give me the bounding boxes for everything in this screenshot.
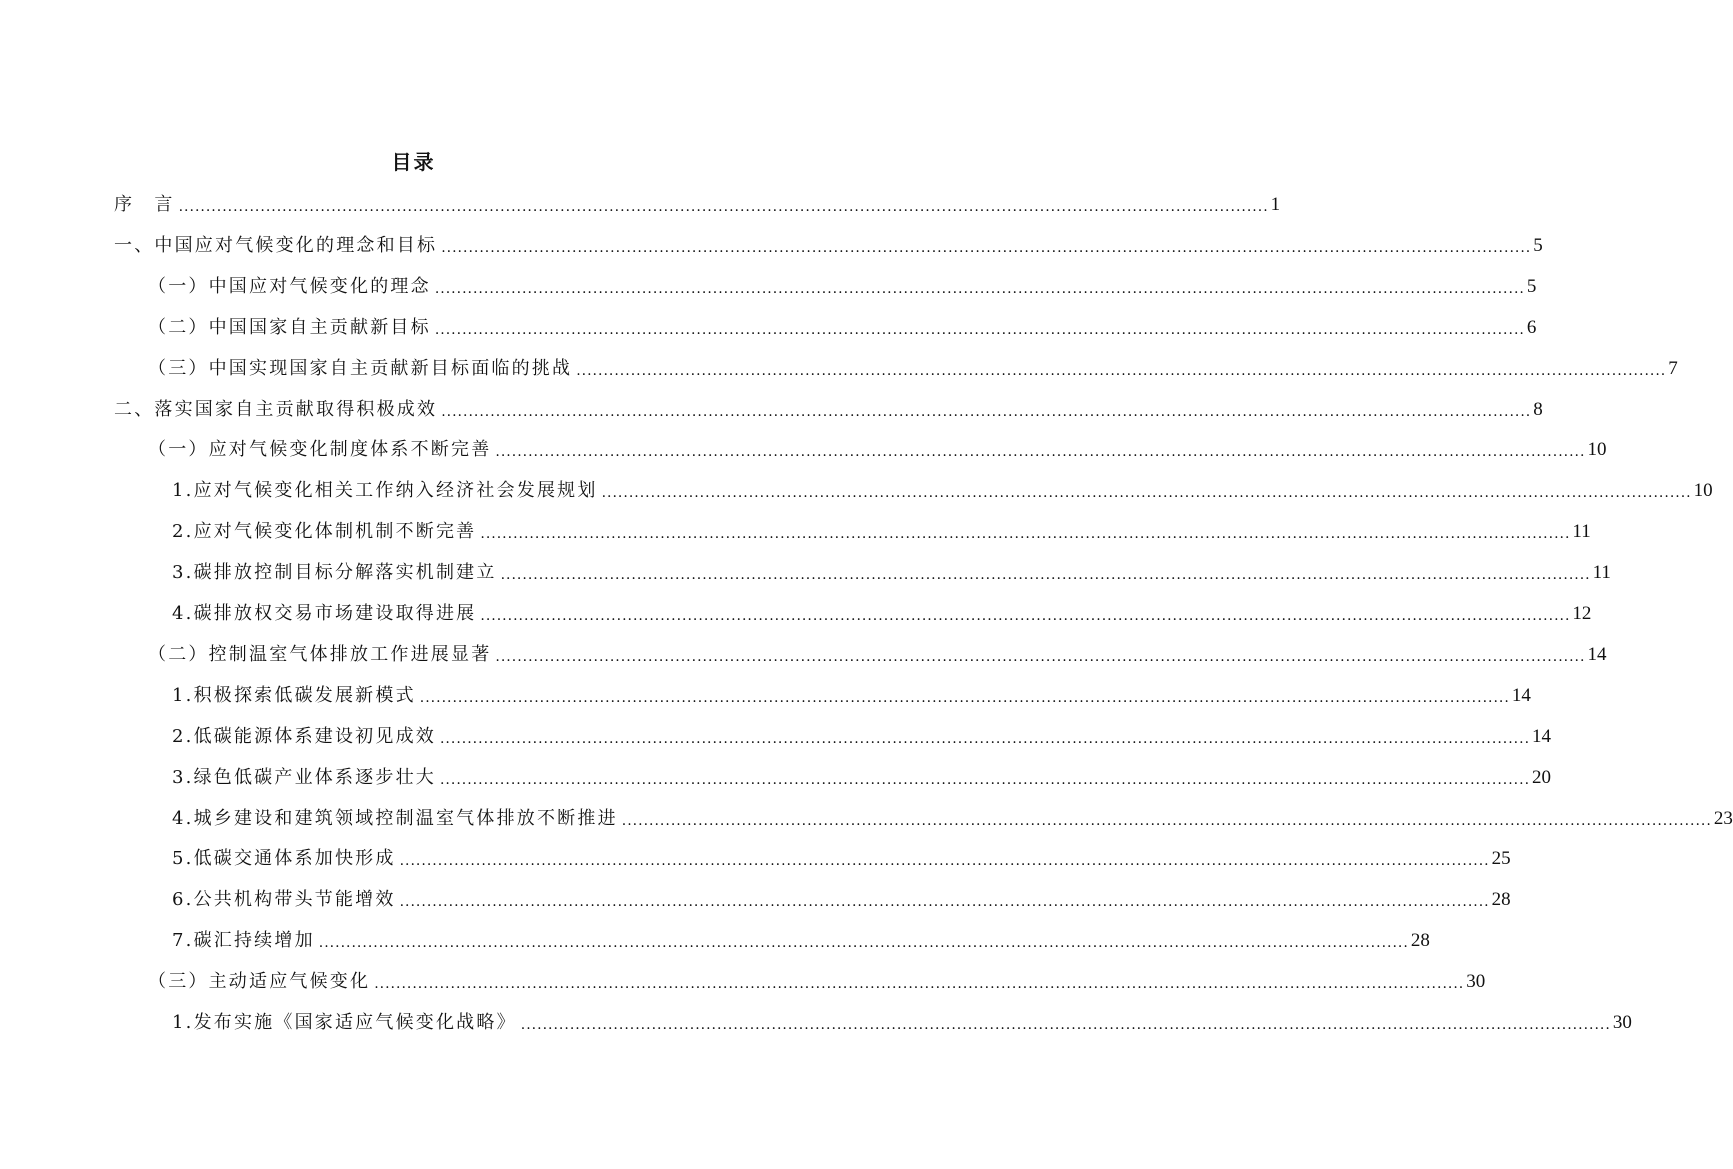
toc-page-number: 11 (1572, 521, 1591, 543)
toc-entry-title: 7.碳汇持续增加 (172, 930, 315, 952)
toc-page-number: 10 (1587, 439, 1607, 461)
toc-page-number: 5 (1526, 275, 1537, 297)
dot-leader: ........................................................................................................................................................................................................ (621, 812, 1712, 829)
toc-page-number: 6 (1526, 316, 1537, 338)
toc-entry[interactable] (114, 231, 1543, 261)
toc-entry[interactable] (172, 1008, 1632, 1038)
dot-leader: ........................................................................................................................................................................................................ (495, 444, 1586, 461)
toc-entry[interactable] (148, 640, 1607, 670)
toc-page-number: 10 (1693, 480, 1713, 502)
toc-entry[interactable] (172, 599, 1592, 629)
toc-entry[interactable] (172, 722, 1552, 752)
toc-page-number: 7 (1668, 357, 1678, 379)
toc-entry-title: （二）中国国家自主贡献新目标 (148, 316, 431, 338)
toc-page-number: 30 (1612, 1012, 1632, 1033)
toc-entry-title: 3.碳排放控制目标分解落实机制建立 (172, 562, 497, 584)
toc-entry-title: 1.积极探索低碳发展新模式 (172, 684, 416, 706)
toc-page-number: 25 (1491, 848, 1511, 870)
dot-leader: ........................................................................................................................................................................................................ (441, 239, 1532, 256)
toc-entry-title: 4.碳排放权交易市场建设取得进展 (172, 603, 477, 624)
toc-page-number: 14 (1511, 684, 1531, 706)
toc-entry[interactable] (148, 272, 1537, 302)
toc-entry[interactable] (172, 926, 1430, 956)
dot-leader: ........................................................................................................................................................................................................ (374, 976, 1465, 993)
toc-page-number: 30 (1466, 971, 1486, 993)
toc-entry[interactable] (148, 354, 1678, 384)
toc-entry[interactable] (114, 395, 1543, 425)
toc-entry[interactable] (172, 517, 1591, 547)
toc-page-number: 14 (1587, 643, 1607, 665)
dot-leader: ........................................................................................................................................................................................................ (434, 321, 1525, 338)
toc-entry-title: （一）应对气候变化制度体系不断完善 (148, 439, 492, 461)
toc-entry[interactable] (148, 967, 1486, 997)
dot-leader: ........................................................................................................................................................................................................ (480, 526, 1571, 543)
dot-leader: ........................................................................................................................................................................................................ (399, 894, 1490, 911)
toc-entry-title: 3.绿色低碳产业体系逐步壮大 (172, 766, 436, 788)
toc-page-number: 14 (1532, 725, 1552, 747)
dot-leader: ........................................................................................................................................................................................................ (495, 648, 1586, 665)
toc-entry-title: 2.应对气候变化体制机制不断完善 (172, 521, 477, 543)
toc-entry-title: 1.发布实施《国家适应气候变化战略》 (172, 1012, 517, 1033)
toc-entry-title: 1.应对气候变化相关工作纳入经济社会发展规划 (172, 480, 598, 502)
toc-entry[interactable] (172, 681, 1531, 711)
toc-entry[interactable] (148, 313, 1537, 343)
toc-page-number: 8 (1533, 398, 1543, 420)
dot-leader: ........................................................................................................................................................................................................ (500, 567, 1591, 584)
toc-entry-title: 2.低碳能源体系建设初见成效 (172, 725, 436, 747)
toc-entry[interactable] (172, 885, 1511, 915)
toc-entry-title: （二）控制温室气体排放工作进展显著 (148, 643, 492, 665)
toc-entry-title: 4.城乡建设和建筑领域控制温室气体排放不断推进 (172, 807, 618, 829)
dot-leader: ........................................................................................................................................................................................................ (318, 935, 1409, 952)
toc-page-number: 12 (1572, 603, 1592, 624)
toc-entry-title: 6.公共机构带头节能增效 (172, 889, 396, 911)
page-title: 目录 (391, 150, 436, 174)
toc-entry[interactable] (172, 558, 1611, 588)
toc-page-number: 23 (1713, 807, 1733, 829)
toc-entry[interactable] (172, 763, 1552, 793)
dot-leader: ........................................................................................................................................................................................................ (576, 362, 1667, 379)
toc-entry-title: （三）中国实现国家自主贡献新目标面临的挑战 (148, 357, 573, 379)
toc-page-number: 28 (1491, 889, 1511, 911)
toc-entry-title: 序 言 (114, 194, 175, 215)
toc-entry-title: 5.低碳交通体系加快形成 (172, 848, 396, 870)
dot-leader: ........................................................................................................................................................................................................ (520, 1017, 1611, 1033)
dot-leader: ........................................................................................................................................................................................................ (399, 853, 1490, 870)
toc-entry[interactable] (172, 844, 1511, 874)
toc-entry[interactable] (148, 435, 1607, 465)
toc-entry-title: 一、中国应对气候变化的理念和目标 (114, 234, 438, 256)
toc-page-number: 5 (1533, 234, 1543, 256)
dot-leader: ........................................................................................................................................................................................................ (441, 403, 1532, 420)
dot-leader: ........................................................................................................................................................................................................ (419, 689, 1510, 706)
toc-page-number: 28 (1410, 930, 1430, 952)
toc-entry[interactable] (114, 190, 1281, 220)
toc-entry-title: 二、落实国家自主贡献取得积极成效 (114, 398, 438, 420)
dot-leader: ........................................................................................................................................................................................................ (434, 280, 1525, 297)
dot-leader: ........................................................................................................................................................................................................ (439, 730, 1531, 747)
toc-entry-title: （一）中国应对气候变化的理念 (148, 275, 431, 297)
dot-leader: ........................................................................................................................................................................................................ (439, 771, 1531, 788)
dot-leader: ........................................................................................................................................................................................................ (480, 608, 1571, 624)
toc-page-number: 1 (1270, 194, 1281, 215)
toc-page-number: 20 (1532, 766, 1552, 788)
dot-leader: ........................................................................................................................................................................................................ (601, 485, 1692, 502)
toc-entry[interactable] (172, 804, 1733, 834)
toc-page-number: 11 (1592, 562, 1611, 584)
dot-leader: ........................................................................................................................................................................................................ (178, 199, 1269, 215)
toc-entry-title: （三）主动适应气候变化 (148, 971, 371, 993)
toc-entry[interactable] (172, 476, 1713, 506)
